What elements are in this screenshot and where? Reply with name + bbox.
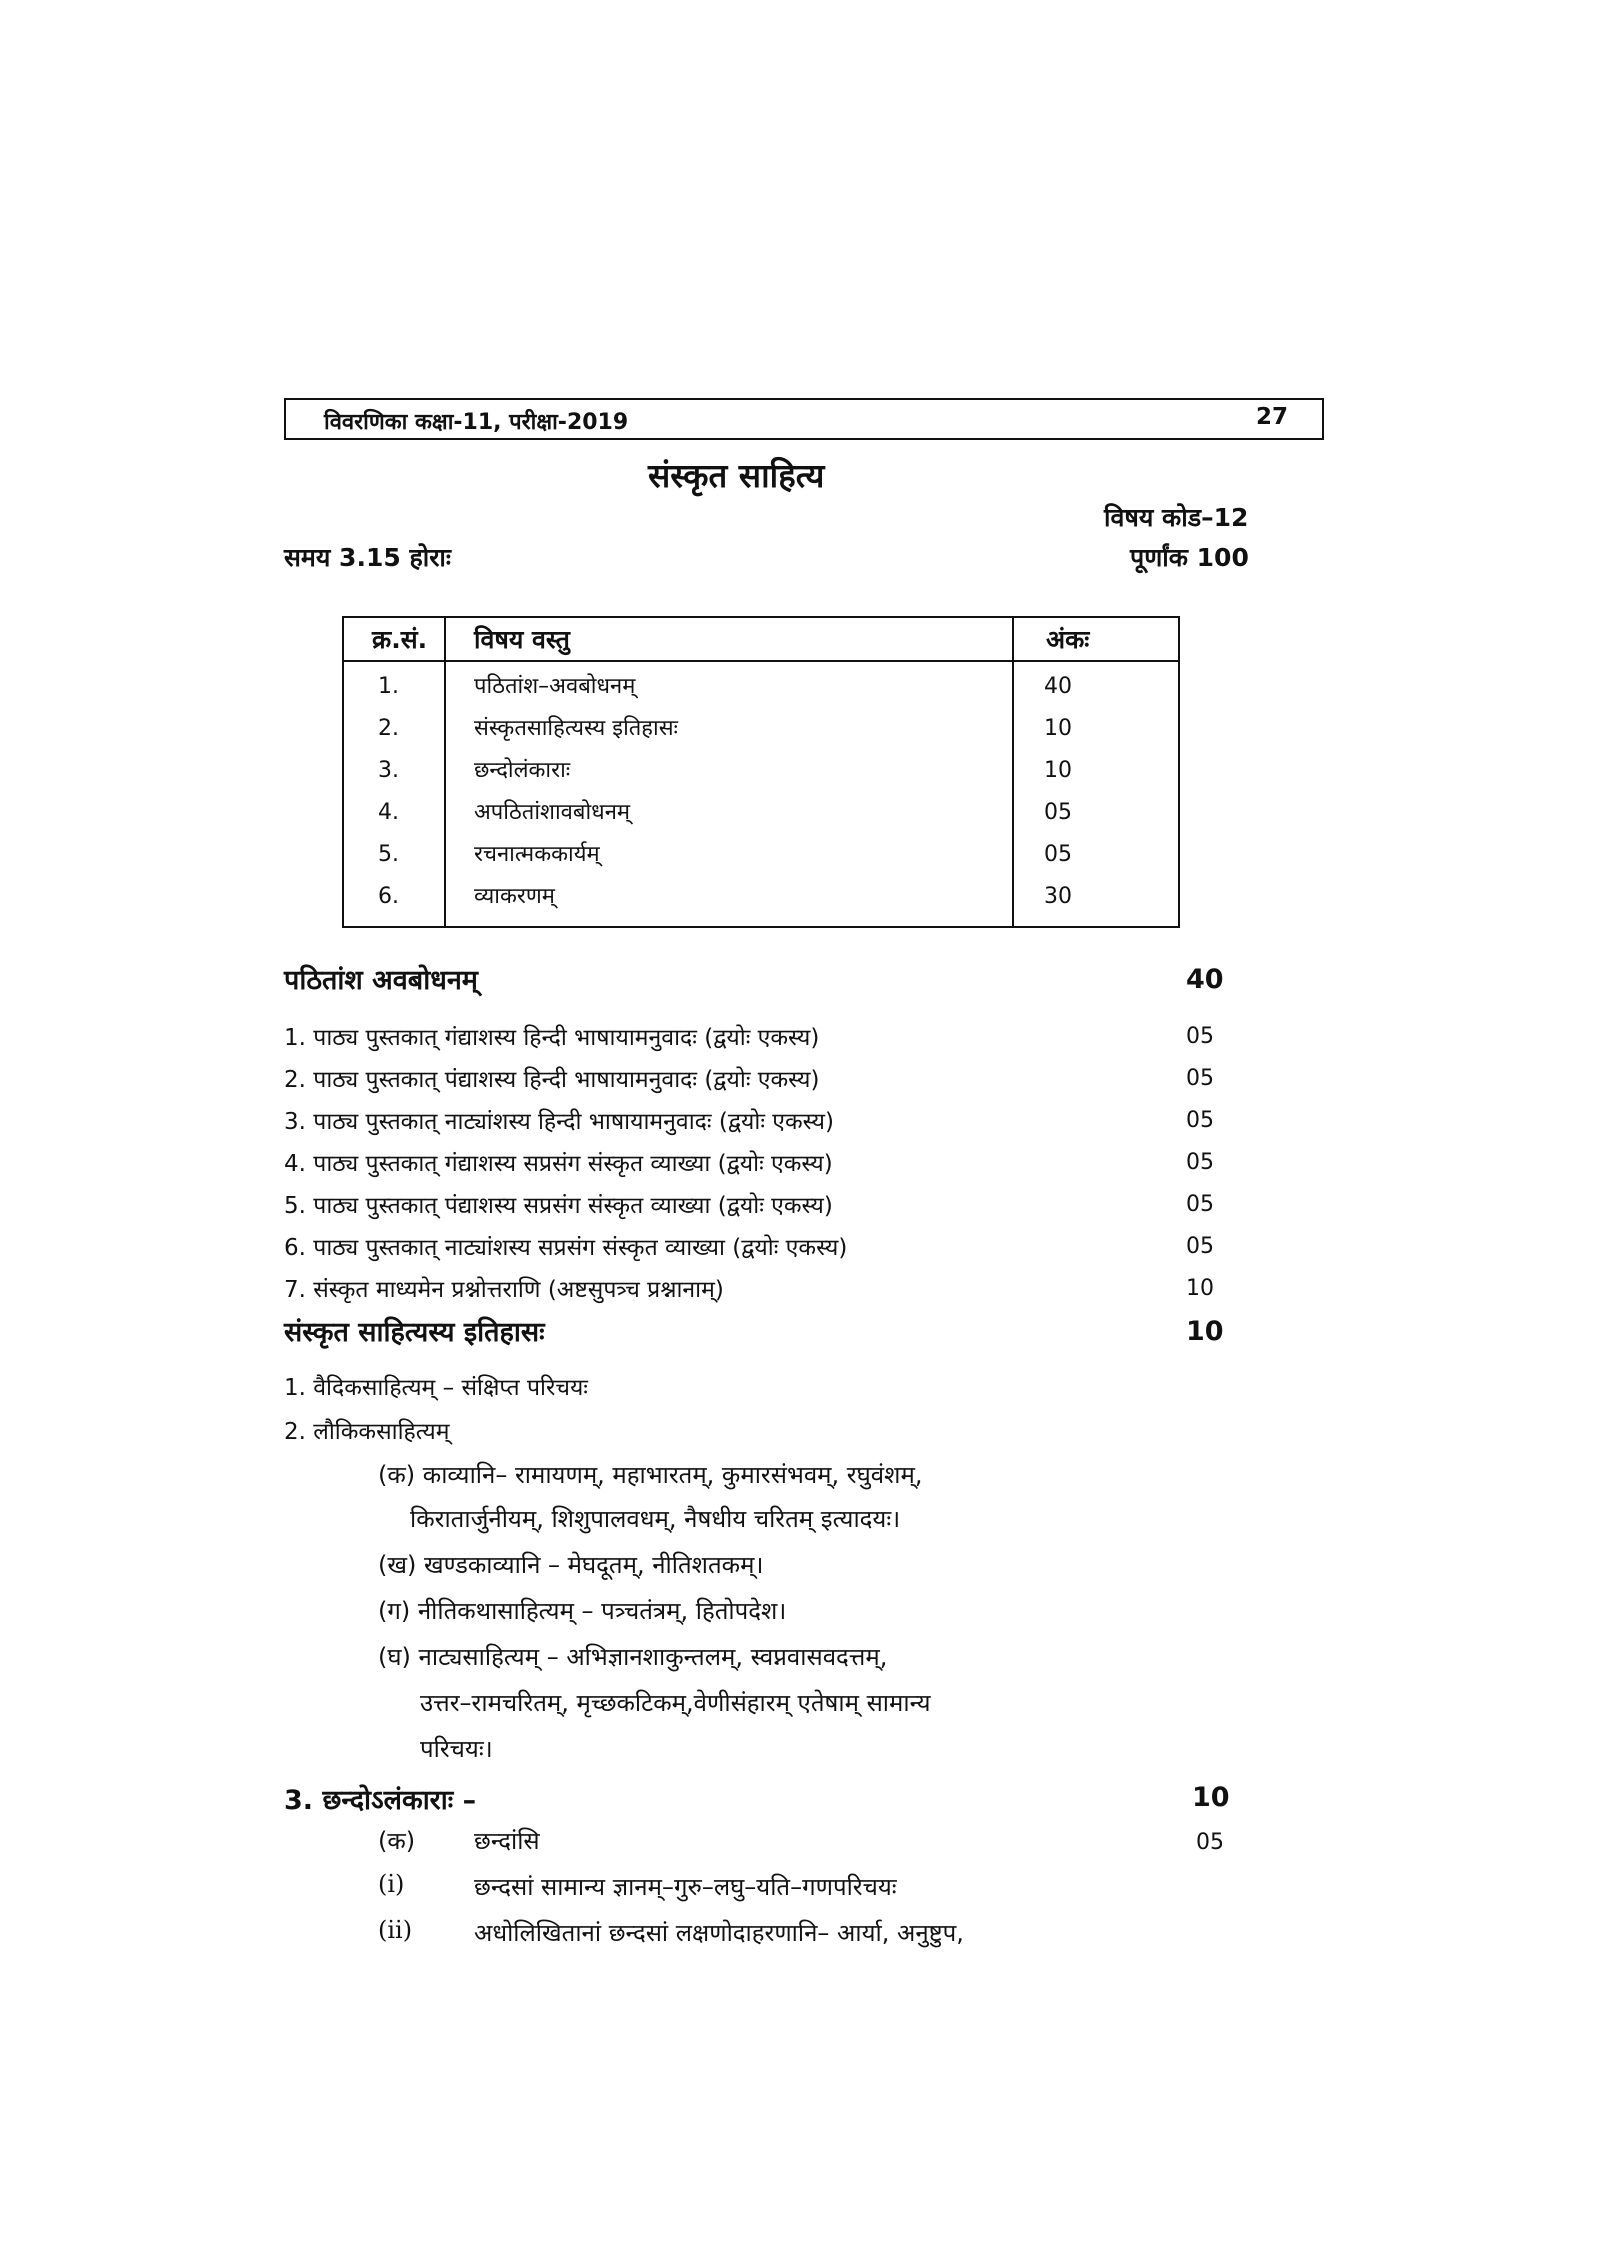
sub-item: (ख) खण्डकाव्यानि – मेघदूतम्, नीतिशतकम्। (378, 1551, 764, 1579)
table-row-marks: 10 (1044, 716, 1072, 741)
table-row-marks: 30 (1044, 884, 1072, 909)
list-item: 2. पाठ्य पुस्तकात् पंद्याशस्य हिन्दी भाषायामनुवादः (द्वयोः एकस्य) (284, 1067, 820, 1093)
table-row-marks: 05 (1044, 842, 1072, 867)
list-item: 5. पाठ्य पुस्तकात् पंद्याशस्य सप्रसंग संस्कृत व्याख्या (द्वयोः एकस्य) (284, 1193, 833, 1219)
sub-item: (क) काव्यानि– रामायणम्, महाभारतम्, कुमारसंभवम्, रघुवंशम्, (378, 1461, 923, 1489)
table-row-sn: 4. (378, 800, 399, 825)
page-header (284, 398, 1324, 440)
table-row-topic: छन्दोलंकाराः (474, 758, 571, 783)
section-heading: पठितांश अवबोधनम् (284, 965, 478, 996)
list-item-marks: 05 (1186, 1192, 1214, 1217)
list-item: 2. लौकिकसाहित्यम् (284, 1419, 450, 1445)
section-marks: 40 (1186, 964, 1224, 995)
section-heading: 3. छन्दोऽलंकाराः – (284, 1785, 477, 1816)
sub-item-continuation: उत्तर–रामचरितम्, मृच्छकटिकम्,वेणीसंहारम् एतेषाम् सामान्य (420, 1689, 931, 1717)
section-marks: 10 (1192, 1782, 1230, 1813)
sub-item-label: (i) (378, 1870, 405, 1898)
sub-item: अधोलिखितानां छन्दसां लक्षणोदाहरणानि– आर्या, अनुष्टुप, (474, 1919, 964, 1947)
page-title: संस्कृत साहित्य (648, 456, 825, 495)
section-marks: 10 (1186, 1316, 1224, 1347)
page-number: 27 (1255, 404, 1288, 430)
sub-item-label: (ii) (378, 1916, 413, 1944)
list-item-marks: 05 (1186, 1234, 1214, 1259)
list-item-marks: 05 (1186, 1024, 1214, 1049)
full-marks: पूर्णांक 100 (1130, 543, 1249, 572)
table-row-topic: रचनात्मककार्यम् (474, 842, 600, 867)
table-row-marks: 05 (1044, 800, 1072, 825)
sub-item: (ग) नीतिकथासाहित्यम् – पत्र्चतंत्रम्, हितोपदेश। (378, 1597, 787, 1625)
table-row-sn: 2. (378, 716, 399, 741)
sub-item: (घ) नाट्यसाहित्यम् – अभिज्ञानशाकुन्तलम्, स्वप्नवासवदत्तम्, (378, 1643, 888, 1671)
header-title: विवरणिका कक्षा-11, परीक्षा-2019 (324, 410, 629, 435)
time-allowed: समय 3.15 होराः (284, 543, 451, 572)
list-item: 1. वैदिकसाहित्यम् – संक्षिप्त परिचयः (284, 1375, 588, 1401)
sub-item-label: (क) (378, 1827, 416, 1855)
sub-item: छन्दसां सामान्य ज्ञानम्–गुरु–लघु–यति–गणपरिचयः (474, 1873, 897, 1901)
marks-table (342, 616, 1180, 928)
list-item: 1. पाठ्य पुस्तकात् गंद्याशस्य हिन्दी भाषायामनुवादः (द्वयोः एकस्य) (284, 1025, 820, 1051)
list-item-marks: 10 (1186, 1276, 1214, 1301)
list-item: 7. संस्कृत माध्यमेन प्रश्नोत्तराणि (अष्टसुपत्र्च प्रश्नानाम्) (284, 1277, 724, 1303)
list-item: 6. पाठ्य पुस्तकात् नाट्यांशस्य सप्रसंग संस्कृत व्याख्या (द्वयोः एकस्य) (284, 1235, 848, 1261)
table-row-sn: 6. (378, 884, 399, 909)
table-row-sn: 5. (378, 842, 399, 867)
list-item-marks: 05 (1186, 1150, 1214, 1175)
list-item-marks: 05 (1186, 1108, 1214, 1133)
sub-item-continuation: परिचयः। (420, 1735, 493, 1763)
table-row-sn: 3. (378, 758, 399, 783)
table-row-topic: अपठितांशावबोधनम् (474, 800, 631, 825)
sub-item-marks: 05 (1196, 1830, 1224, 1855)
subject-code: विषय कोड–12 (1104, 503, 1249, 532)
table-header-sn: क्र.सं. (372, 625, 428, 654)
table-row-topic: व्याकरणम् (474, 884, 555, 909)
table-row-sn: 1. (378, 674, 399, 699)
sub-item-continuation: किरातार्जुनीयम्, शिशुपालवधम्, नैषधीय चरितम् इत्यादयः। (410, 1505, 901, 1533)
table-row-topic: संस्कृतसाहित्यस्य इतिहासः (474, 716, 679, 741)
list-item-marks: 05 (1186, 1066, 1214, 1091)
section-heading: संस्कृत साहित्यस्य इतिहासः (284, 1317, 545, 1348)
table-header-marks: अंकः (1046, 625, 1090, 654)
table-row-marks: 40 (1044, 674, 1072, 699)
list-item: 3. पाठ्य पुस्तकात् नाट्यांशस्य हिन्दी भाषायामनुवादः (द्वयोः एकस्य) (284, 1109, 834, 1135)
list-item: 4. पाठ्य पुस्तकात् गंद्याशस्य सप्रसंग संस्कृत व्याख्या (द्वयोः एकस्य) (284, 1151, 833, 1177)
table-row-topic: पठितांश–अवबोधनम् (474, 674, 636, 699)
sub-item: छन्दांसि (474, 1827, 540, 1855)
table-row-marks: 10 (1044, 758, 1072, 783)
table-header-topic: विषय वस्तु (474, 625, 570, 654)
